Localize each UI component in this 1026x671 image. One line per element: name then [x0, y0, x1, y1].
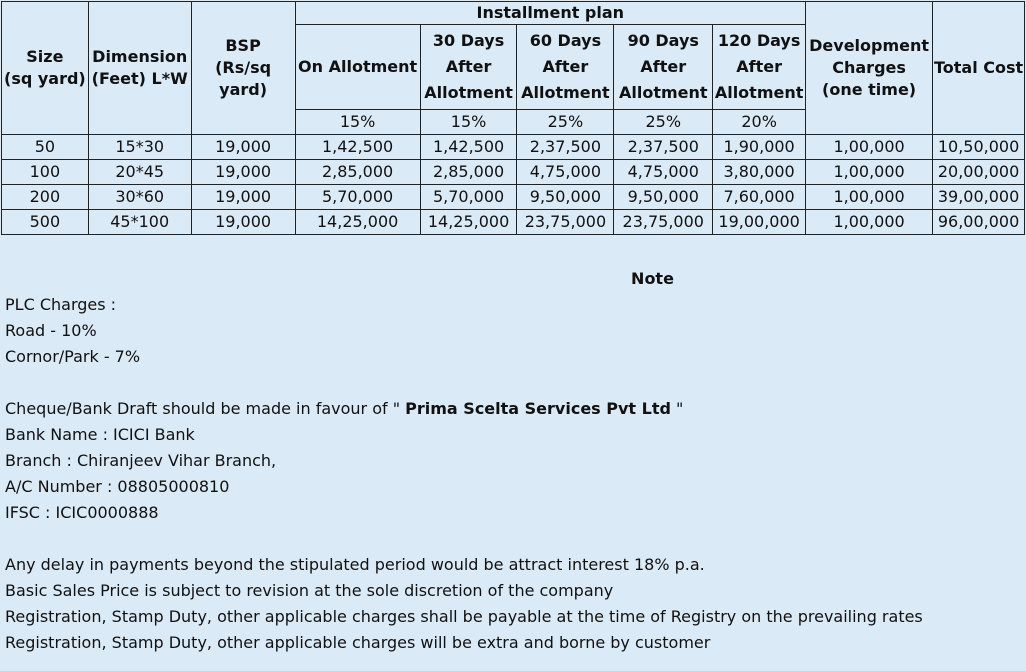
cell-120-days: 3,80,000 [713, 160, 806, 185]
60-days-header: 60 Days After Allotment [517, 25, 614, 110]
bank-branch: Branch : Chiranjeev Vihar Branch, [5, 451, 277, 470]
plc-charges-label: PLC Charges : [5, 295, 117, 314]
cell-total: 20,00,000 [933, 160, 1025, 185]
cell-size: 50 [2, 135, 89, 160]
cell-on-allotment: 2,85,000 [295, 160, 420, 185]
cell-90-days: 2,37,500 [614, 135, 713, 160]
table-row [2, 135, 1025, 160]
cell-size: 100 [2, 160, 89, 185]
note-title: Note [631, 269, 674, 288]
cell-on-allotment: 14,25,000 [295, 210, 420, 235]
ifsc-code: IFSC : ICIC0000888 [5, 503, 159, 522]
bsp-header: BSP (Rs/sq yard) [191, 2, 295, 135]
cell-bsp: 19,000 [191, 135, 295, 160]
pct-90-days: 25% [614, 110, 713, 135]
cell-30-days: 2,85,000 [420, 160, 517, 185]
development-charges-header: Development Charges (one time) [806, 2, 933, 135]
cell-60-days: 4,75,000 [517, 160, 614, 185]
header-row-1 [2, 2, 1025, 25]
cell-bsp: 19,000 [191, 160, 295, 185]
120-days-header: 120 Days After Allotment [713, 25, 806, 110]
cell-size: 200 [2, 185, 89, 210]
cell-90-days: 23,75,000 [614, 210, 713, 235]
cell-size: 500 [2, 210, 89, 235]
cell-dimension: 30*60 [88, 185, 191, 210]
cell-dimension: 45*100 [88, 210, 191, 235]
term-registry-payable: Registration, Stamp Duty, other applicable charges shall be payable at the time of Registry on the prevailing rates [5, 607, 923, 626]
cell-30-days: 5,70,000 [420, 185, 517, 210]
cell-60-days: 9,50,000 [517, 185, 614, 210]
size-header: Size (sq yard) [2, 2, 89, 135]
table-row [2, 210, 1025, 235]
cell-total: 10,50,000 [933, 135, 1025, 160]
installment-plan-header: Installment plan [295, 2, 805, 25]
30-days-header: 30 Days After Allotment [420, 25, 517, 110]
term-bsp-revision: Basic Sales Price is subject to revision at the sole discretion of the company [5, 581, 614, 600]
cell-120-days: 1,90,000 [713, 135, 806, 160]
cell-90-days: 4,75,000 [614, 160, 713, 185]
account-number: A/C Number : 08805000810 [5, 477, 230, 496]
cell-total: 96,00,000 [933, 210, 1025, 235]
cell-bsp: 19,000 [191, 185, 295, 210]
term-interest: Any delay in payments beyond the stipulated period would be attract interest 18% p.a. [5, 555, 705, 574]
pct-60-days: 25% [517, 110, 614, 135]
cell-120-days: 7,60,000 [713, 185, 806, 210]
notes-section [5, 266, 1020, 656]
cell-120-days: 19,00,000 [713, 210, 806, 235]
spacer [5, 370, 1020, 396]
90-days-header: 90 Days After Allotment [614, 25, 713, 110]
cell-dimension: 20*45 [88, 160, 191, 185]
cell-development: 1,00,000 [806, 210, 933, 235]
spacer [5, 526, 1020, 552]
cell-dimension: 15*30 [88, 135, 191, 160]
cheque-instruction: Cheque/Bank Draft should be made in favour of " Prima Scelta Services Pvt Ltd " [5, 399, 684, 418]
cell-30-days: 14,25,000 [420, 210, 517, 235]
cell-development: 1,00,000 [806, 135, 933, 160]
total-cost-header: Total Cost [933, 2, 1025, 135]
cell-on-allotment: 1,42,500 [295, 135, 420, 160]
plc-road: Road - 10% [5, 321, 97, 340]
cell-90-days: 9,50,000 [614, 185, 713, 210]
cell-60-days: 2,37,500 [517, 135, 614, 160]
term-registry-extra: Registration, Stamp Duty, other applicable charges will be extra and borne by customer [5, 633, 711, 652]
bank-name: Bank Name : ICICI Bank [5, 425, 195, 444]
pct-120-days: 20% [713, 110, 806, 135]
pct-on-allotment: 15% [295, 110, 420, 135]
pct-30-days: 15% [420, 110, 517, 135]
cell-60-days: 23,75,000 [517, 210, 614, 235]
cell-bsp: 19,000 [191, 210, 295, 235]
dimension-header: Dimension (Feet) L*W [88, 2, 191, 135]
cell-30-days: 1,42,500 [420, 135, 517, 160]
cell-on-allotment: 5,70,000 [295, 185, 420, 210]
cell-development: 1,00,000 [806, 160, 933, 185]
table-row [2, 185, 1025, 210]
on-allotment-header: On Allotment [295, 25, 420, 110]
plc-corner-park: Cornor/Park - 7% [5, 347, 141, 366]
payee-company: Prima Scelta Services Pvt Ltd [405, 399, 671, 418]
cell-development: 1,00,000 [806, 185, 933, 210]
cell-total: 39,00,000 [933, 185, 1025, 210]
table-row [2, 160, 1025, 185]
installment-plan-table [1, 1, 1025, 235]
